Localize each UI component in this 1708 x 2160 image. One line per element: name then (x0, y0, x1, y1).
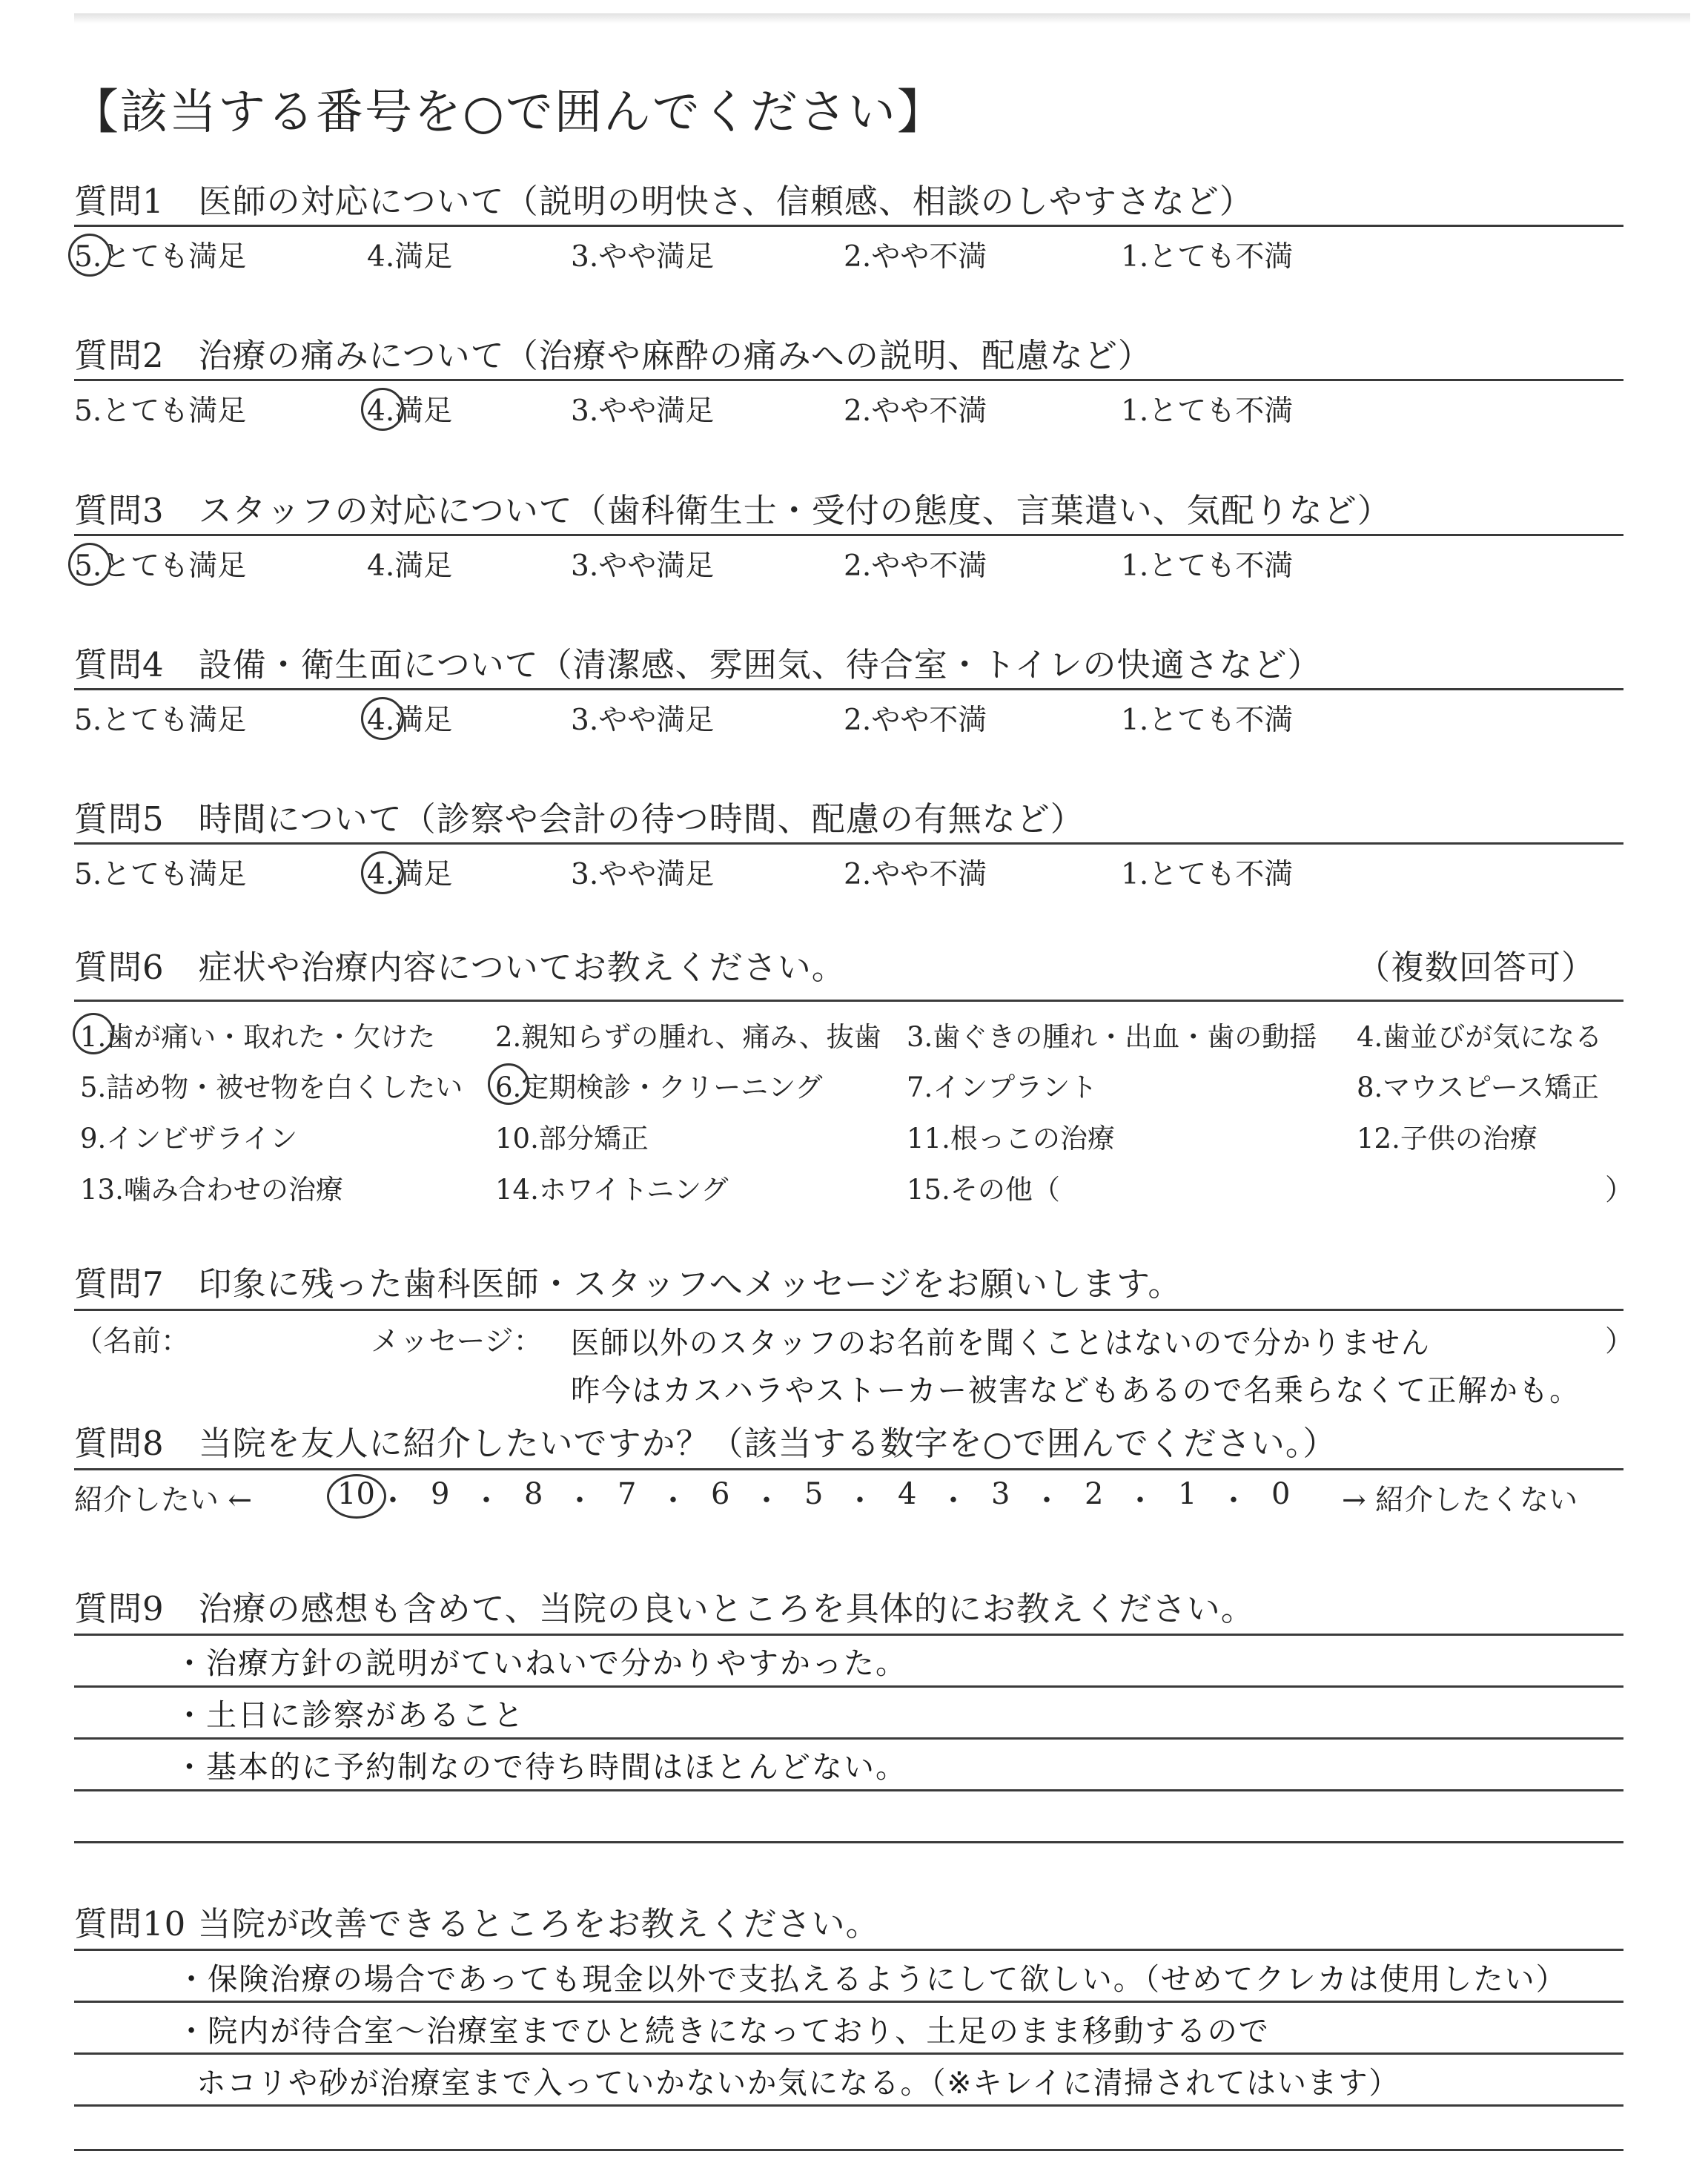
selection-circle (488, 1063, 529, 1105)
q10-answer-line: ・保険治療の場合であっても現金以外で支払えるようにして欲しい。（せめてクレカは使用したい） (176, 1961, 1567, 1997)
scale-separator: ・ (845, 1484, 875, 1518)
q10-line-rule (74, 2052, 1623, 2055)
scale-separator: ・ (1125, 1484, 1155, 1518)
scale-separator: ・ (658, 1484, 688, 1518)
rating-option: 5.とても満足 (74, 394, 247, 428)
q7-message-label: メッセージ： (371, 1325, 543, 1358)
q9-line-rule (74, 1789, 1623, 1791)
q1-rule (74, 225, 1623, 227)
rating-option: 4.満足 (367, 394, 453, 428)
scale-separator: ・ (378, 1484, 408, 1518)
q4-title: 質問4 設備・衛生面について（清潔感、雰囲気、待合室・トイレの快適さなど） (74, 645, 1322, 684)
rating-option: 5.とても満足 (74, 240, 247, 274)
rating-option: 1.とても不満 (1121, 240, 1294, 274)
q6-note: （複数回答可） (1357, 948, 1596, 987)
selection-circle (361, 388, 404, 431)
rating-option: 3.やや満足 (571, 549, 715, 583)
q10-answer-line: ホコリや砂が治療室まで入っていかないか気になる。（※キレイに清掃されてはいます） (196, 2065, 1400, 2101)
q8-left-label: 紹介したい ← (74, 1484, 253, 1517)
q9-answer-line: ・土日に診察があること (174, 1697, 525, 1733)
q7-rule (74, 1309, 1623, 1311)
rating-option: 1.とても不満 (1121, 704, 1294, 737)
q6-option: 8.マウスピース矯正 (1357, 1071, 1599, 1103)
q7-message-line: 昨今はカスハラやストーカー被害などもあるので名乗らなくて正解かも。 (571, 1373, 1580, 1408)
q6-option: 9.インビザライン (80, 1123, 298, 1155)
selection-circle (73, 1013, 114, 1054)
q5-title: 質問5 時間について（診察や会計の待つ時間、配慮の有無など） (74, 799, 1085, 839)
rating-option: 3.やや満足 (571, 394, 715, 428)
q3-title: 質問3 スタッフの対応について（歯科衛生士・受付の態度、言葉遣い、気配りなど） (74, 491, 1391, 530)
q2-title: 質問2 治療の痛みについて（治療や麻酔の痛みへの説明、配慮など） (74, 336, 1152, 375)
rating-option: 1.とても不満 (1121, 549, 1294, 583)
scale-number: 2 (1085, 1477, 1104, 1511)
selection-circle (68, 234, 111, 277)
q6-option: 7.インプラント (907, 1071, 1098, 1103)
q7-message-line: 医師以外のスタッフのお名前を聞くことはないので分かりません (571, 1325, 1431, 1361)
scale-separator: ・ (752, 1484, 781, 1518)
q6-close-paren: ） (1605, 1174, 1635, 1207)
selection-circle (361, 851, 404, 894)
scale-number: 6 (711, 1477, 730, 1511)
rating-option: 1.とても不満 (1121, 394, 1294, 428)
q10-rule (74, 1949, 1623, 1951)
scale-separator: ・ (565, 1484, 595, 1518)
scale-number: 8 (524, 1477, 543, 1511)
scale-separator: ・ (1219, 1484, 1248, 1518)
rating-option: 3.やや満足 (571, 704, 715, 737)
q8-right-label: → 紹介したくない (1342, 1484, 1578, 1517)
scale-number: 3 (991, 1477, 1010, 1511)
q9-answer-line: ・治療方針の説明がていねいで分かりやすかった。 (174, 1645, 907, 1681)
scan-edge (74, 13, 1690, 24)
selection-circle (68, 543, 111, 586)
scale-number: 1 (1178, 1477, 1197, 1511)
rating-option: 4.満足 (367, 240, 453, 274)
q10-answer-line: ・院内が待合室〜治療室までひと続きになっており、土足のまま移動するので (176, 2013, 1270, 2049)
q10-line-rule (74, 2149, 1623, 2151)
rating-option: 5.とても満足 (74, 858, 247, 891)
q9-title: 質問9 治療の感想も含めて、当院の良いところを具体的にお教えください。 (74, 1589, 1255, 1628)
q6-option: 15.その他（ (907, 1174, 1060, 1206)
rating-option: 5.とても満足 (74, 704, 247, 737)
q2-rule (74, 379, 1623, 381)
rating-option: 4.満足 (367, 549, 453, 583)
q6-option: 2.親知らずの腫れ、痛み、抜歯 (495, 1021, 881, 1053)
selection-circle (361, 697, 404, 740)
scale-separator: ・ (939, 1484, 968, 1518)
q7-title: 質問7 印象に残った歯科医師・スタッフへメッセージをお願いします。 (74, 1264, 1182, 1304)
q7-name-label: （名前： (74, 1325, 191, 1358)
q5-rule (74, 842, 1623, 845)
q10-title: 質問10 当院が改善できるところをお教えください。 (74, 1904, 880, 1943)
scale-number: 0 (1271, 1477, 1291, 1511)
q9-line-rule (74, 1737, 1623, 1740)
rating-option: 2.やや不満 (844, 394, 987, 428)
rating-option: 2.やや不満 (844, 240, 987, 274)
q6-option: 1.歯が痛い・取れた・欠けた (80, 1021, 436, 1053)
rating-option: 4.満足 (367, 704, 453, 737)
rating-option: 3.やや満足 (571, 240, 715, 274)
q4-rule (74, 688, 1623, 690)
q9-answer-line: ・基本的に予約制なので待ち時間はほとんどない。 (174, 1749, 907, 1785)
rating-option: 4.満足 (367, 858, 453, 891)
q9-line-rule (74, 1685, 1623, 1688)
q6-option: 10.部分矯正 (495, 1123, 649, 1155)
q6-option: 12.子供の治療 (1357, 1123, 1537, 1155)
rating-option: 1.とても不満 (1121, 858, 1294, 891)
q6-option: 11.根っこの治療 (907, 1123, 1115, 1155)
rating-option: 2.やや不満 (844, 858, 987, 891)
q6-option: 3.歯ぐきの腫れ・出血・歯の動揺 (907, 1021, 1317, 1053)
q10-line-rule (74, 2104, 1623, 2107)
q9-rule (74, 1634, 1623, 1636)
q6-option: 6.定期検診・クリーニング (495, 1071, 823, 1103)
scale-number: 10 (337, 1477, 375, 1511)
q7-close-paren: ） (1605, 1325, 1635, 1358)
q8-title: 質問8 当院を友人に紹介したいですか？（該当する数字を○で囲んでください。） (74, 1424, 1337, 1463)
q6-option: 5.詰め物・被せ物を白くしたい (80, 1071, 463, 1103)
q10-line-rule (74, 2001, 1623, 2003)
q6-option: 14.ホワイトニング (495, 1174, 729, 1206)
q6-title: 質問6 症状や治療内容についてお教えください。 (74, 948, 846, 987)
selection-circle (327, 1474, 386, 1519)
scale-number: 9 (431, 1477, 450, 1511)
scale-number: 7 (618, 1477, 637, 1511)
rating-option: 2.やや不満 (844, 549, 987, 583)
q6-rule (74, 1000, 1623, 1002)
q6-option: 13.噛み合わせの治療 (80, 1174, 343, 1206)
q3-rule (74, 534, 1623, 536)
scale-number: 4 (898, 1477, 917, 1511)
scale-separator: ・ (1032, 1484, 1062, 1518)
scale-separator: ・ (471, 1484, 501, 1518)
q8-rule (74, 1468, 1623, 1470)
q6-option: 4.歯並びが気になる (1357, 1021, 1603, 1053)
page-heading: 【該当する番号を○で囲んでください】 (71, 85, 946, 140)
rating-option: 3.やや満足 (571, 858, 715, 891)
rating-option: 5.とても満足 (74, 549, 247, 583)
scale-number: 5 (804, 1477, 824, 1511)
q1-title: 質問1 医師の対応について（説明の明快さ、信頼感、相談のしやすさなど） (74, 182, 1254, 221)
rating-option: 2.やや不満 (844, 704, 987, 737)
q9-line-rule (74, 1841, 1623, 1843)
